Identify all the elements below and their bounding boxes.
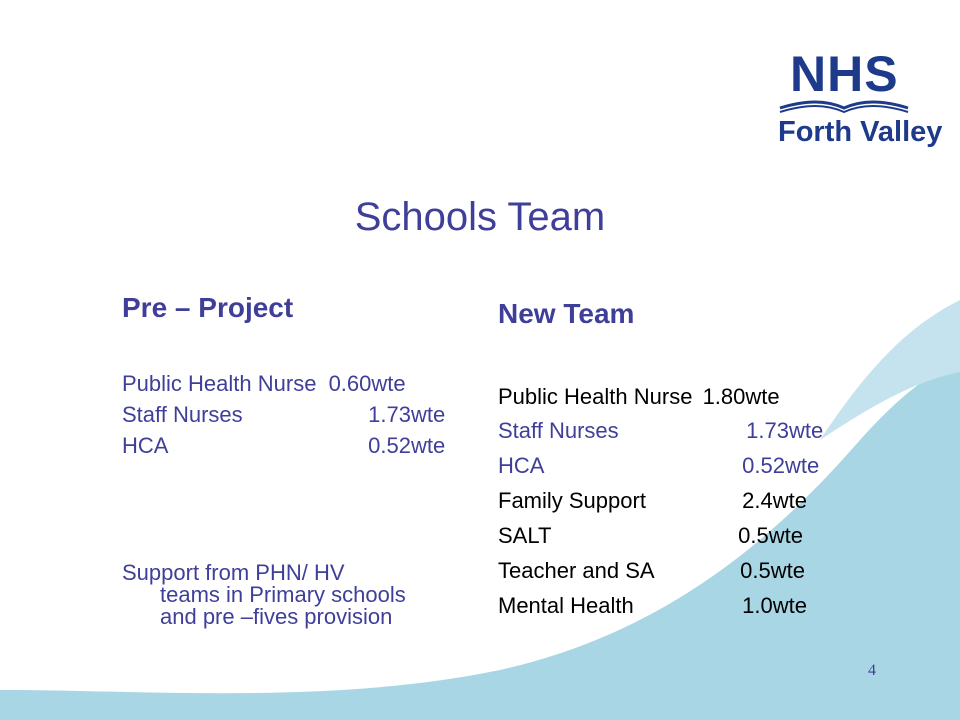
pre-project-note <box>122 562 482 628</box>
pre-row-role: HCA <box>122 433 169 458</box>
logo-nhs-text: NHS <box>790 46 899 102</box>
new-team-heading: New Team <box>498 298 635 329</box>
new-row-role: HCA <box>498 453 545 478</box>
pre-row-staff-nurses <box>122 402 445 428</box>
note-line-2: teams in Primary schools <box>160 582 406 607</box>
new-row-salt <box>498 523 803 549</box>
new-row-wte: 0.5wte <box>738 523 803 548</box>
logo-forth-valley-text: Forth Valley <box>778 116 943 148</box>
new-row-role: SALT <box>498 523 552 548</box>
pre-row-wte: 1.73wte <box>368 402 446 427</box>
pre-row-role: Staff Nurses <box>122 402 243 427</box>
new-row-wte: 2.4wte <box>742 488 807 513</box>
new-row-wte: 1.73wte <box>746 418 824 443</box>
new-row-wte: 0.52wte <box>742 453 820 478</box>
new-row-role: Teacher and SA <box>498 558 655 583</box>
new-row-role: Family Support <box>498 488 646 513</box>
new-row-role: Staff Nurses <box>498 418 619 443</box>
note-line-1: Support from PHN/ HV <box>122 560 345 585</box>
page-number: 4 <box>868 662 876 679</box>
new-row-role: Public Health Nurse <box>498 384 693 409</box>
new-row-mental-health <box>498 593 807 619</box>
new-row-hca <box>498 453 819 479</box>
new-row-wte: 0.5wte <box>740 558 805 583</box>
new-row-teacher-and-sa <box>498 558 805 584</box>
new-row-wte: 1.0wte <box>742 593 807 618</box>
note-line-3: and pre –fives provision <box>160 604 393 629</box>
pre-row-public-health-nurse <box>122 371 406 397</box>
logo-wave-icon <box>776 98 912 114</box>
new-row-role: Mental Health <box>498 593 634 618</box>
new-row-wte: 1.80wte <box>702 384 780 409</box>
slide-title: Schools Team <box>354 195 606 239</box>
pre-row-role: Public Health Nurse <box>122 371 317 396</box>
pre-row-wte: 0.52wte <box>368 433 446 458</box>
new-row-family-support <box>498 488 807 514</box>
pre-row-hca <box>122 433 445 459</box>
nhs-forth-valley-logo <box>776 46 943 158</box>
new-row-staff-nurses <box>498 418 823 444</box>
new-row-public-health-nurse <box>498 384 780 410</box>
pre-row-wte: 0.60wte <box>328 371 406 396</box>
pre-project-heading: Pre – Project <box>122 292 294 323</box>
